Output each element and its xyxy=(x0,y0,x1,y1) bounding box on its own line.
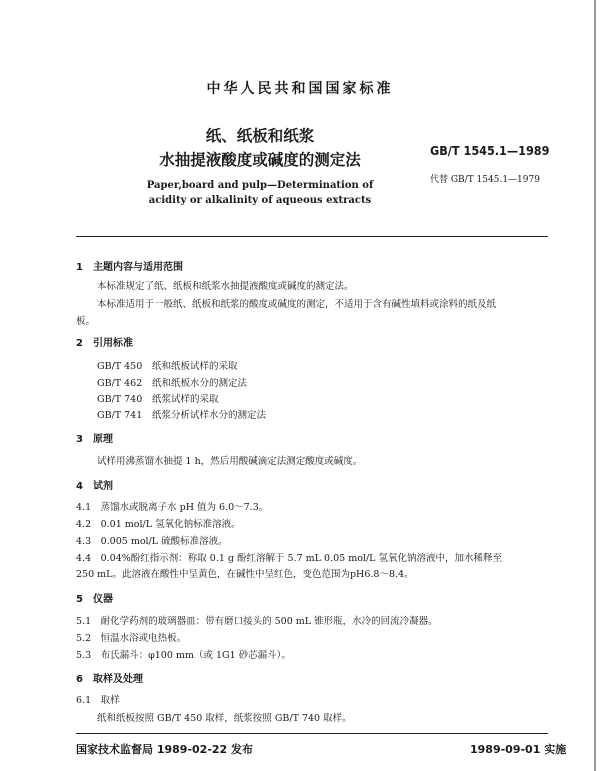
section-1-para-2-line2: 板。 xyxy=(76,316,96,327)
standard-number: GB/T 1545.1—1989 xyxy=(430,143,550,158)
clause-4-3: 4.3 0.005 mol/L 硫酸标准溶液。 xyxy=(76,536,228,547)
section-3-para-1: 试样用沸蒸馏水抽提 1 h，然后用酸碱滴定法测定酸度或碱度。 xyxy=(97,456,363,467)
title-en-line2: acidity or alkalinity of aqueous extracts xyxy=(148,195,372,206)
section-4-heading: 4 试剂 xyxy=(76,481,113,492)
clause-6-1-text: 纸和纸板按照 GB/T 450 取样，纸浆按照 GB/T 740 取样。 xyxy=(97,713,352,724)
reference-title: 纸浆试样的采取 xyxy=(152,394,219,405)
clause-5-1: 5.1 耐化学药剂的玻璃器皿：带有磨口接头的 500 mL 锥形瓶，水冷的回流冷凝器。 xyxy=(76,616,438,627)
reference-item xyxy=(97,391,219,405)
section-3-heading: 3 原理 xyxy=(76,434,113,445)
section-1-para-2-line1: 本标准适用于一般纸、纸板和纸浆的酸度或碱度的测定，不适用于含有碱性填料或涂料的纸及纸 xyxy=(97,299,497,310)
section-6-heading: 6 取样及处理 xyxy=(76,674,143,685)
reference-code: GB/T 450 xyxy=(97,361,143,372)
clause-4-2: 4.2 0.01 mol/L 氢氧化钠标准溶液。 xyxy=(76,519,241,530)
clause-6-1-heading: 6.1 取样 xyxy=(76,695,120,706)
reference-code: GB/T 740 xyxy=(97,394,143,405)
section-2-heading: 2 引用标准 xyxy=(76,338,133,349)
reference-code: GB/T 462 xyxy=(97,378,143,389)
clause-4-4-line1: 4.4 0.04%酚红指示剂：称取 0.1 g 酚红溶解于 5.7 mL 0.05 mol/L 氢氧化钠溶液中，加水稀释至 xyxy=(76,553,502,564)
approval-date: 国家技术监督局 1989-02-22 发布 xyxy=(76,743,254,756)
clause-4-4-line2: 250 mL。此溶液在酸性中呈黄色，在碱性中呈红色，变色范围为pH6.8～8.4。 xyxy=(76,569,414,580)
title-cn-line1: 纸、纸板和纸浆 xyxy=(205,127,315,145)
reference-item xyxy=(97,375,247,389)
reference-title: 纸和纸板试样的采取 xyxy=(152,361,238,372)
reference-item xyxy=(97,358,238,372)
title-cn-line2: 水抽提液酸度或碱度的测定法 xyxy=(159,151,361,169)
section-5-heading: 5 仪器 xyxy=(76,594,113,605)
title-en-line1: Paper,board and pulp—Determination of xyxy=(146,180,374,191)
clause-5-3: 5.3 布氏漏斗：φ100 mm（或 1G1 砂芯漏斗）。 xyxy=(76,650,291,661)
clause-4-1: 4.1 蒸馏水或脱离子水 pH 值为 6.0～7.3。 xyxy=(76,502,269,513)
reference-title: 纸浆分析试样水分的测定法 xyxy=(152,410,267,421)
reference-item xyxy=(97,407,266,421)
reference-title: 纸和纸板水分的测定法 xyxy=(152,378,248,389)
section-1-heading: 1 主题内容与适用范围 xyxy=(76,262,183,273)
replaces-standard: 代替 GB/T 1545.1—1979 xyxy=(430,175,540,185)
effective-date: 1989-09-01 实施 xyxy=(470,743,567,756)
national-standard-header: 中华人民共和国国家标准 xyxy=(206,81,394,97)
section-1-para-1: 本标准规定了纸、纸板和纸浆水抽提液酸度或碱度的测定法。 xyxy=(97,281,354,292)
reference-code: GB/T 741 xyxy=(97,410,143,421)
top-divider xyxy=(76,236,548,237)
scan-edge-mark xyxy=(594,0,596,771)
clause-5-2: 5.2 恒温水浴或电热板。 xyxy=(76,633,187,644)
bottom-divider xyxy=(76,733,548,734)
